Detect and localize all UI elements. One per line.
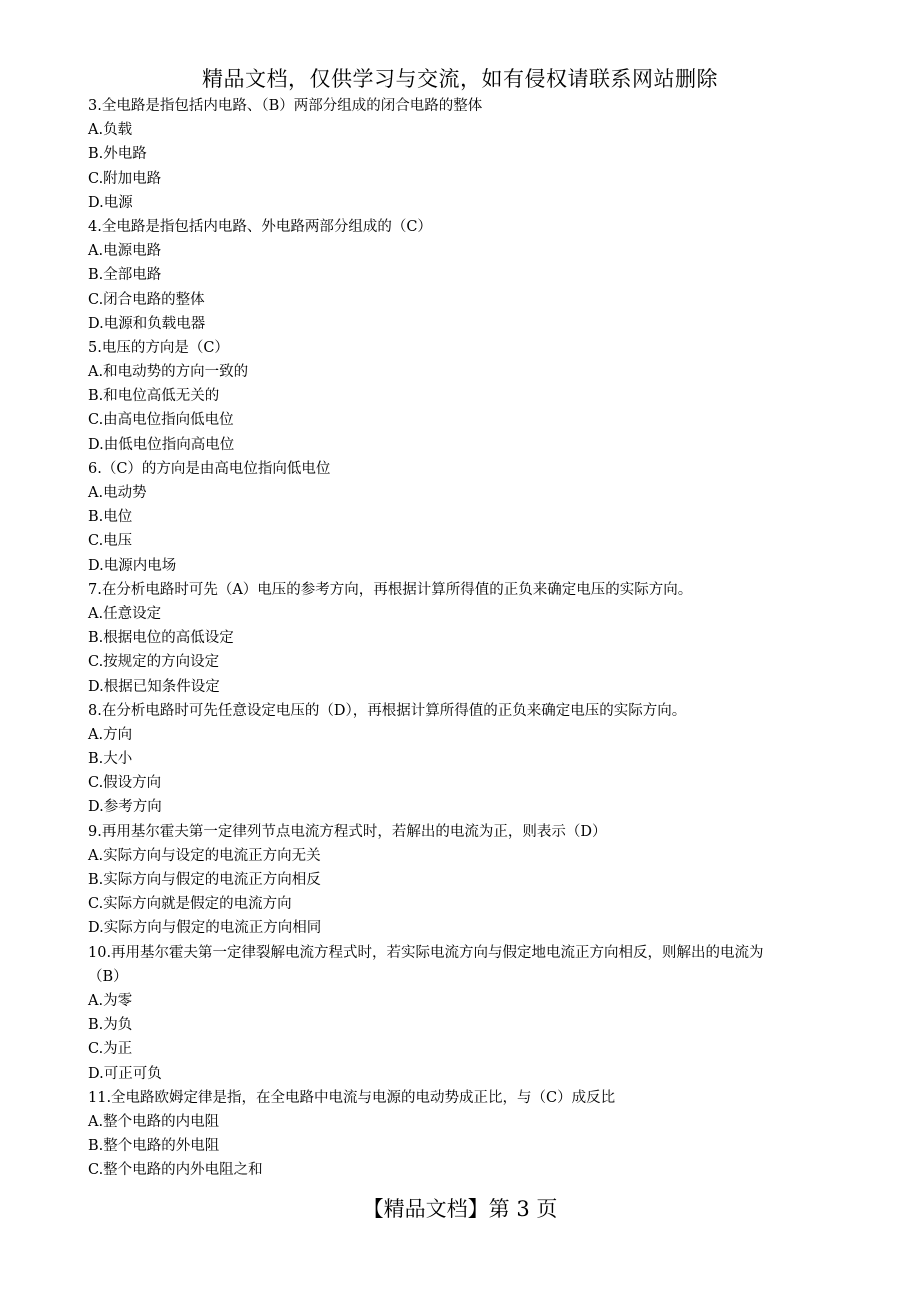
document-body [88,94,848,1182]
text-line: B.整个电路的外电阻 [88,1138,220,1155]
text-line: A.整个电路的内电阻 [88,1113,220,1130]
text-line: B.电位 [88,509,133,526]
text-line: A.方向 [88,726,133,743]
text-line: 3.全电路是指包括内电路、（B）两部分组成的闭合电路的整体 [88,98,483,114]
text-line: B.实际方向与假定的电流正方向相反 [88,872,321,888]
text-line: B.为负 [88,1017,133,1034]
text-line: A.电动势 [88,485,147,501]
text-line: C.整个电路的内外电阻之和 [88,1162,263,1179]
text-line: C.假设方向 [88,775,162,792]
text-line: 5.电压的方向是（C） [88,339,229,356]
text-line: （B） [88,968,128,985]
text-line: A.电源电路 [88,243,162,260]
text-line: 7.在分析电路时可先（A）电压的参考方向，再根据计算所得值的正负来确定电压的实际方向。 [88,581,693,598]
text-line: D.由低电位指向高电位 [88,436,235,453]
text-line: C.实际方向就是假定的电流方向 [88,896,292,913]
text-line: B.根据电位的高低设定 [88,630,234,647]
text-line: 9.再用基尔霍夫第一定律列节点电流方程式时，若解出的电流为正，则表示（D） [88,823,607,840]
text-line: A.和电动势的方向一致的 [88,364,249,381]
text-line: A.实际方向与设定的电流正方向无关 [88,847,321,864]
text-line: D.根据已知条件设定 [88,678,220,695]
text-line: C.电压 [88,533,133,550]
text-line: C.为正 [88,1041,133,1058]
text-line: A.为零 [88,992,133,1009]
text-line: D.电源和负载电器 [88,315,206,332]
text-line: D.可正可负 [88,1065,162,1082]
text-line: C.由高电位指向低电位 [88,412,234,429]
text-line: B.大小 [88,751,133,768]
text-line: 8.在分析电路时可先任意设定电压的（D），再根据计算所得值的正负来确定电压的实际方向。 [88,702,687,719]
text-line: 4.全电路是指包括内电路、外电路两部分组成的（C） [88,218,432,235]
text-line: 11.全电路欧姆定律是指，在全电路中电流与电源的电动势成正比，与（C）成反比 [88,1089,616,1106]
text-line: B.外电路 [88,146,147,163]
text-line: B.全部电路 [88,267,162,284]
page-footer: 【精品文档】第 3 页 [362,1197,558,1221]
page-header: 精品文档，仅供学习与交流，如有侵权请联系网站删除 [202,67,718,91]
text-line: C.闭合电路的整体 [88,291,205,308]
text-line: 10.再用基尔霍夫第一定律裂解电流方程式时，若实际电流方向与假定地电流正方向相反，则解出的电流为 [88,944,764,961]
text-line: A.负载 [88,122,133,139]
text-line: B.和电位高低无关的 [88,388,220,405]
text-line: D.参考方向 [88,799,162,816]
text-line: C.附加电路 [88,170,162,187]
text-line: 6.（C）的方向是由高电位指向低电位 [88,460,331,477]
text-line: A.任意设定 [88,605,162,622]
text-line: D.实际方向与假定的电流正方向相同 [88,920,322,937]
text-line: D.电源 [88,194,133,211]
text-line: C.按规定的方向设定 [88,654,220,671]
text-line: D.电源内电场 [88,557,177,574]
